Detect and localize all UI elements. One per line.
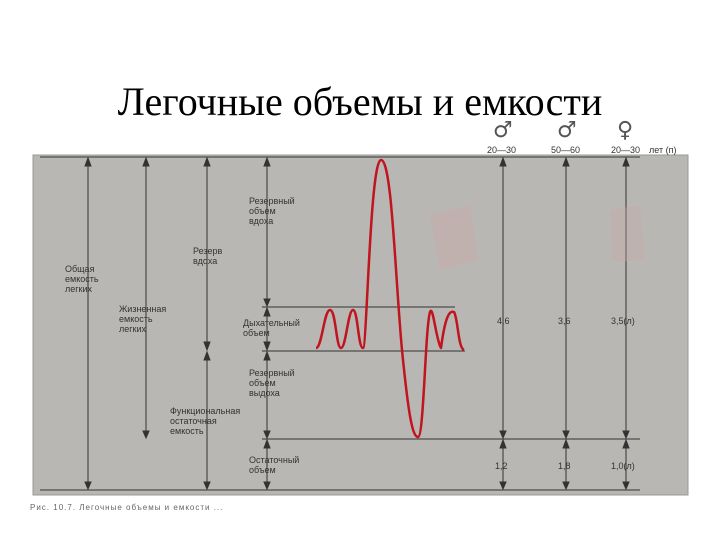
figure-caption: Рис. 10.7. Легочные объемы и емкости ...: [30, 503, 224, 512]
female-symbol-icon: ♀: [617, 118, 634, 143]
female-young-age: 20—30: [611, 145, 641, 155]
male-symbol-icon: ♂: [557, 118, 577, 143]
age-unit: лет (п): [649, 145, 677, 155]
residual-value-male-young: 1,2: [495, 461, 508, 471]
label-vital-capacity: Жизненная емкость легких: [119, 304, 167, 334]
label-erv: Резервный объем выдоха: [249, 368, 295, 398]
residual-value-male-old: 1,8: [558, 461, 571, 471]
residual-value-female: 1,0(л): [611, 461, 635, 471]
male-young-age: 20—30: [487, 145, 517, 155]
label-total-capacity: Общая емкость легких: [65, 264, 99, 294]
label-inspiratory-capacity: Резерв вдоха: [193, 246, 223, 266]
label-tidal-volume: Дыхательный объем: [243, 318, 300, 338]
male-old-age: 50—60: [551, 145, 581, 155]
male-symbol-icon: ♂: [493, 118, 513, 143]
label-frc: Функциональная остаточная емкость: [170, 406, 241, 436]
vital-value-female: 3,5(л): [611, 316, 635, 326]
label-irv: Резервный объем вдоха: [249, 196, 295, 226]
label-residual-volume: Остаточный объем: [249, 455, 300, 475]
vital-value-male-old: 3,6: [558, 316, 571, 326]
slide-title: Легочные объемы и емкости: [117, 79, 603, 124]
vital-value-male-young: 4,6: [497, 316, 510, 326]
